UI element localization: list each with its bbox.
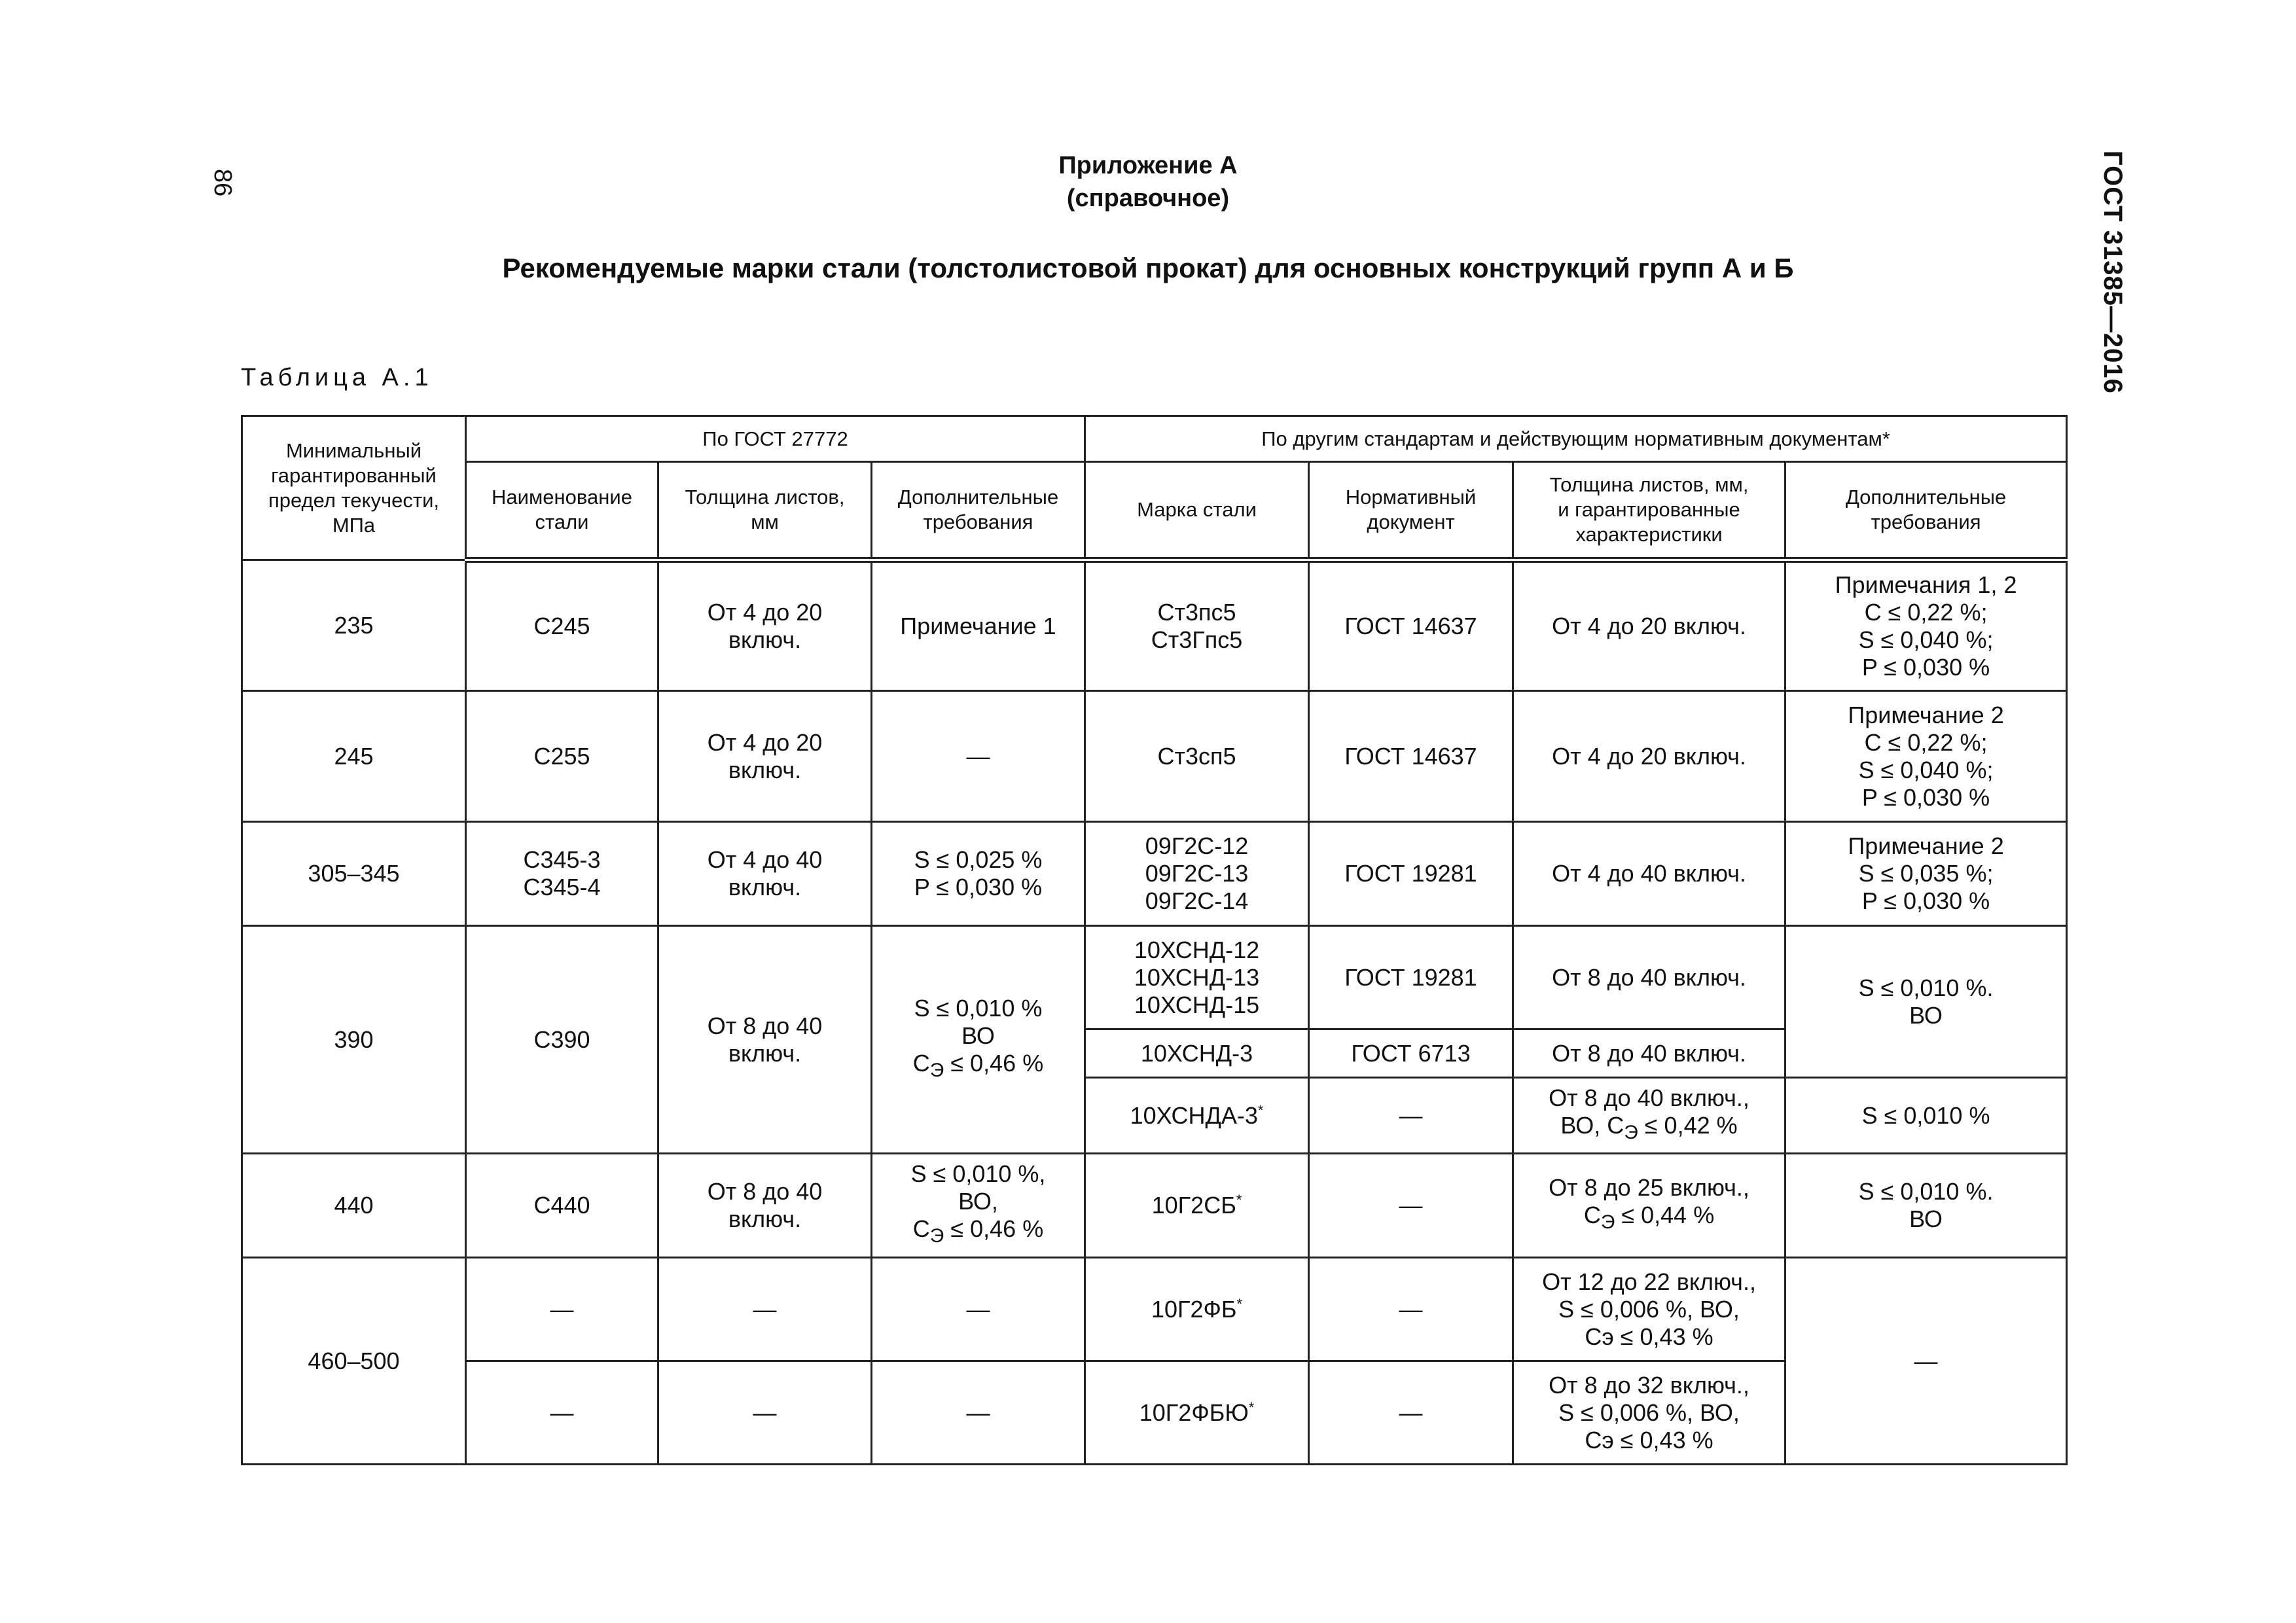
cell-yield: 305–345 bbox=[242, 822, 466, 926]
cell-document: — bbox=[1309, 1154, 1513, 1258]
header-gost-extra: Дополнительные требования bbox=[872, 462, 1085, 560]
cell-grade: Ст3сп5 bbox=[1085, 691, 1309, 822]
cell-thickness: От 4 до 20 включ. bbox=[658, 691, 872, 822]
cell-other-extra: Примечание 2 S ≤ 0,035 %; P ≤ 0,030 % bbox=[1785, 822, 2067, 926]
cell-extra: — bbox=[872, 691, 1085, 822]
cell-yield: 390 bbox=[242, 926, 466, 1154]
header-other-doc: Нормативный документ bbox=[1309, 462, 1513, 560]
cell-document: ГОСТ 19281 bbox=[1309, 926, 1513, 1029]
cell-extra: — bbox=[872, 1258, 1085, 1361]
ce-value: ≤ 0,46 % bbox=[944, 1215, 1044, 1243]
extra-line: S ≤ 0,010 % bbox=[914, 994, 1043, 1022]
ce-symbol: С bbox=[912, 1049, 930, 1077]
cell-grade: 10ХСНД-3 bbox=[1085, 1029, 1309, 1078]
cell-grade bbox=[1085, 1361, 1309, 1465]
main-title: Рекомендуемые марки стали (толстолистовой прокат) для основных конструкций групп А и Б bbox=[502, 253, 1794, 283]
cell-other-thickness: От 4 до 20 включ. bbox=[1513, 560, 1785, 691]
extra-line bbox=[879, 1050, 1077, 1084]
cell-document: ГОСТ 19281 bbox=[1309, 822, 1513, 926]
grade-text: 10Г2СБ bbox=[1151, 1192, 1236, 1219]
cell-extra: S ≤ 0,025 % P ≤ 0,030 % bbox=[872, 822, 1085, 926]
cell-grade bbox=[1085, 1154, 1309, 1258]
grade-text: 10ХСНДА-3 bbox=[1130, 1101, 1258, 1129]
cell-document: ГОСТ 14637 bbox=[1309, 691, 1513, 822]
thickness-line: От 8 до 40 включ., bbox=[1549, 1084, 1749, 1111]
table-row bbox=[242, 1154, 2067, 1258]
extra-line bbox=[879, 1215, 1077, 1250]
ce-subscript: Э bbox=[929, 1225, 944, 1247]
cell-document: ГОСТ 6713 bbox=[1309, 1029, 1513, 1078]
header-other-grade: Марка стали bbox=[1085, 462, 1309, 560]
cell-extra: — bbox=[872, 1361, 1085, 1465]
cell-steel-name: — bbox=[466, 1258, 658, 1361]
cell-thickness: — bbox=[658, 1258, 872, 1361]
header-group-gost: По ГОСТ 27772 bbox=[466, 416, 1085, 462]
ce-prefix: С bbox=[1583, 1202, 1601, 1229]
table-label: Таблица А.1 bbox=[241, 364, 433, 391]
cell-document: — bbox=[1309, 1078, 1513, 1154]
footnote-mark: * bbox=[1248, 1399, 1255, 1416]
ce-value: ≤ 0,44 % bbox=[1615, 1202, 1715, 1229]
cell-thickness: От 4 до 40 включ. bbox=[658, 822, 872, 926]
header-gost-name: Наименование стали bbox=[466, 462, 658, 560]
thickness-line: От 8 до 25 включ., bbox=[1549, 1174, 1749, 1202]
cell-other-thickness: От 12 до 22 включ., S ≤ 0,006 %, ВО, Сэ ≤ 0,43 % bbox=[1513, 1258, 1785, 1361]
cell-other-thickness bbox=[1513, 1078, 1785, 1154]
cell-extra bbox=[872, 926, 1085, 1154]
table-row bbox=[242, 691, 2067, 822]
cell-extra bbox=[872, 1154, 1085, 1258]
cell-yield: 440 bbox=[242, 1154, 466, 1258]
cell-steel-name: С345-3 С345-4 bbox=[466, 822, 658, 926]
header-row-2 bbox=[242, 462, 2067, 560]
table-row bbox=[242, 1258, 2067, 1361]
cell-document: ГОСТ 14637 bbox=[1309, 560, 1513, 691]
cell-thickness: — bbox=[658, 1361, 872, 1465]
table-row bbox=[242, 822, 2067, 926]
cell-thickness: От 4 до 20 включ. bbox=[658, 560, 872, 691]
footnote-mark: * bbox=[1236, 1295, 1243, 1312]
cell-steel-name: С440 bbox=[466, 1154, 658, 1258]
header-other-extra: Дополнительные требования bbox=[1785, 462, 2067, 560]
cell-other-thickness: От 8 до 32 включ., S ≤ 0,006 %, ВО, Сэ ≤ 0,43 % bbox=[1513, 1361, 1785, 1465]
cell-other-thickness: От 8 до 40 включ. bbox=[1513, 1029, 1785, 1078]
cell-steel-name: С390 bbox=[466, 926, 658, 1154]
header-yield: Минимальный гарантированный предел текучести, МПа bbox=[242, 416, 466, 560]
footnote-mark: * bbox=[1236, 1192, 1242, 1208]
table-row bbox=[242, 560, 2067, 691]
cell-yield: 235 bbox=[242, 560, 466, 691]
cell-grade: Ст3пс5 Ст3Гпс5 bbox=[1085, 560, 1309, 691]
appendix-heading bbox=[0, 149, 2296, 215]
cell-grade: 10ХСНД-12 10ХСНД-13 10ХСНД-15 bbox=[1085, 926, 1309, 1029]
cell-grade: 09Г2С-12 09Г2С-13 09Г2С-14 bbox=[1085, 822, 1309, 926]
side-standard-header: ГОСТ 31385—2016 bbox=[2098, 151, 2127, 394]
ce-value: ≤ 0,46 % bbox=[944, 1049, 1044, 1077]
cell-other-thickness: От 8 до 40 включ. bbox=[1513, 926, 1785, 1029]
header-gost-thickness: Толщина листов, мм bbox=[658, 462, 872, 560]
cell-other-extra: — bbox=[1785, 1258, 2067, 1465]
cell-other-thickness bbox=[1513, 1154, 1785, 1258]
cell-document: — bbox=[1309, 1361, 1513, 1465]
ce-subscript: Э bbox=[1600, 1211, 1615, 1234]
cell-thickness: От 8 до 40 включ. bbox=[658, 1154, 872, 1258]
cell-document: — bbox=[1309, 1258, 1513, 1361]
extra-line: ВО bbox=[961, 1022, 995, 1049]
cell-other-thickness: От 4 до 20 включ. bbox=[1513, 691, 1785, 822]
cell-extra: Примечание 1 bbox=[872, 560, 1085, 691]
cell-steel-name: С245 bbox=[466, 560, 658, 691]
grade-text: 10Г2ФБЮ bbox=[1139, 1399, 1249, 1426]
cell-yield: 460–500 bbox=[242, 1258, 466, 1465]
cell-grade bbox=[1085, 1258, 1309, 1361]
cell-other-extra: Примечание 2 C ≤ 0,22 %; S ≤ 0,040 %; P ≤ 0,030 % bbox=[1785, 691, 2067, 822]
ce-symbol: С bbox=[912, 1215, 930, 1243]
header-other-thickness: Толщина листов, мм, и гарантированные характеристики bbox=[1513, 462, 1785, 560]
thickness-line bbox=[1520, 1112, 1778, 1147]
cell-other-thickness: От 4 до 40 включ. bbox=[1513, 822, 1785, 926]
steel-grades-table bbox=[241, 415, 2068, 1465]
ce-value: ≤ 0,42 % bbox=[1638, 1111, 1738, 1139]
header-row-1 bbox=[242, 416, 2067, 462]
cell-grade bbox=[1085, 1078, 1309, 1154]
extra-line: ВО, bbox=[958, 1188, 998, 1215]
cell-other-extra: Примечания 1, 2 C ≤ 0,22 %; S ≤ 0,040 %; P ≤ 0,030 % bbox=[1785, 560, 2067, 691]
cell-thickness: От 8 до 40 включ. bbox=[658, 926, 872, 1154]
cell-yield: 245 bbox=[242, 691, 466, 822]
cell-steel-name: С255 bbox=[466, 691, 658, 822]
table-row bbox=[242, 926, 2067, 1029]
header-group-other: По другим стандартам и действующим нормативным документам* bbox=[1085, 416, 2067, 462]
extra-line: S ≤ 0,010 %, bbox=[910, 1160, 1046, 1188]
footnote-mark: * bbox=[1257, 1101, 1264, 1118]
ce-prefix: ВО, С bbox=[1560, 1111, 1624, 1139]
cell-steel-name: — bbox=[466, 1361, 658, 1465]
ce-subscript: Э bbox=[1624, 1122, 1638, 1144]
appendix-subtitle: (справочное) bbox=[1066, 185, 1230, 212]
cell-other-extra: S ≤ 0,010 %. ВО bbox=[1785, 926, 2067, 1078]
cell-other-extra: S ≤ 0,010 % bbox=[1785, 1078, 2067, 1154]
cell-other-extra: S ≤ 0,010 %. ВО bbox=[1785, 1154, 2067, 1258]
page-number: 86 bbox=[209, 169, 236, 197]
appendix-title: Приложение А bbox=[1058, 152, 1238, 179]
grade-text: 10Г2ФБ bbox=[1151, 1295, 1237, 1323]
ce-subscript: Э bbox=[929, 1060, 944, 1082]
thickness-line bbox=[1520, 1202, 1778, 1236]
